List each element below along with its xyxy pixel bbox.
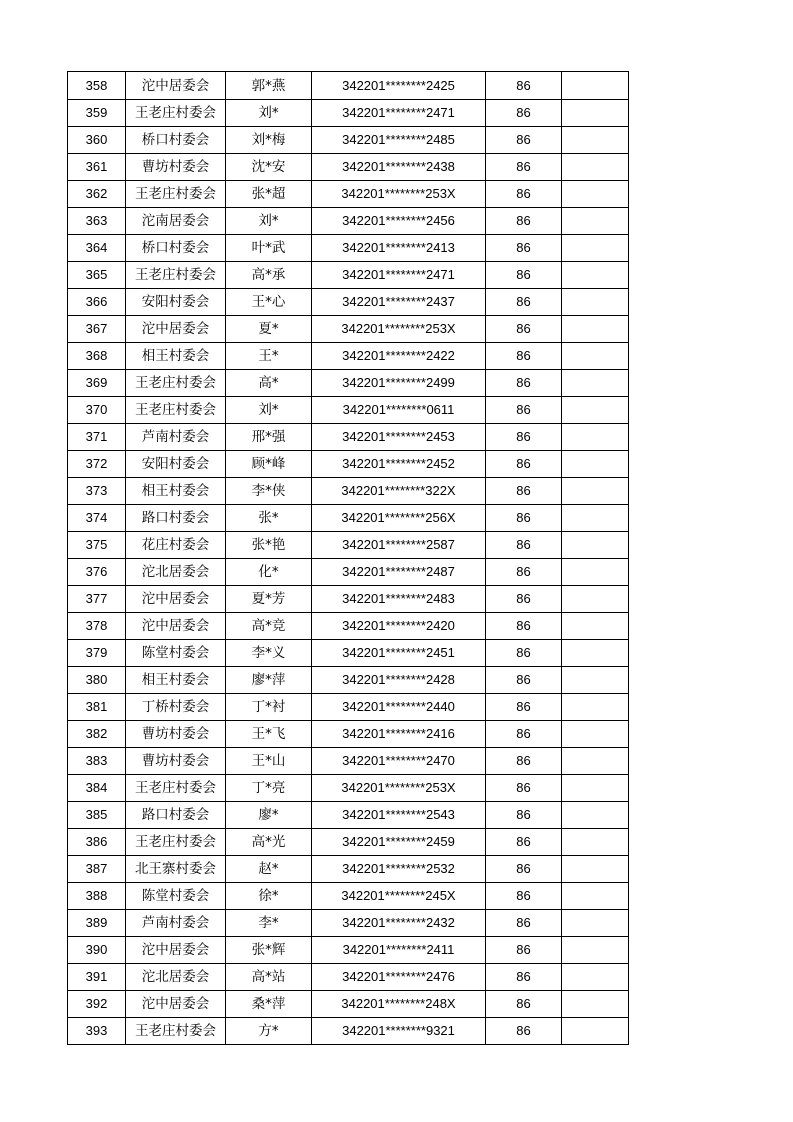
table-row [68, 613, 629, 640]
remark-cell [562, 991, 629, 1018]
row-number-cell: 365 [68, 262, 126, 289]
unit-cell: 王老庄村委会 [126, 829, 226, 856]
row-number-cell: 376 [68, 559, 126, 586]
remark-cell [562, 829, 629, 856]
id-card-cell: 342201********256X [312, 505, 486, 532]
score-cell: 86 [486, 748, 562, 775]
row-number-cell: 367 [68, 316, 126, 343]
row-number-cell: 370 [68, 397, 126, 424]
table-row [68, 505, 629, 532]
name-cell: 李*义 [226, 640, 312, 667]
table-row [68, 127, 629, 154]
remark-cell [562, 586, 629, 613]
remark-cell [562, 748, 629, 775]
unit-cell: 安阳村委会 [126, 289, 226, 316]
unit-cell: 桥口村委会 [126, 235, 226, 262]
score-cell: 86 [486, 1018, 562, 1045]
id-card-cell: 342201********2411 [312, 937, 486, 964]
table-row [68, 559, 629, 586]
remark-cell [562, 613, 629, 640]
row-number-cell: 384 [68, 775, 126, 802]
score-cell: 86 [486, 397, 562, 424]
name-cell: 李* [226, 910, 312, 937]
name-cell: 刘* [226, 100, 312, 127]
score-cell: 86 [486, 235, 562, 262]
id-card-cell: 342201********2451 [312, 640, 486, 667]
unit-cell: 相王村委会 [126, 343, 226, 370]
table-row [68, 856, 629, 883]
table-row [68, 424, 629, 451]
remark-cell [562, 667, 629, 694]
table-row [68, 532, 629, 559]
row-number-cell: 393 [68, 1018, 126, 1045]
score-cell: 86 [486, 532, 562, 559]
unit-cell: 曹坊村委会 [126, 721, 226, 748]
id-card-cell: 342201********2485 [312, 127, 486, 154]
score-cell: 86 [486, 775, 562, 802]
remark-cell [562, 964, 629, 991]
table-row [68, 72, 629, 100]
remark-cell [562, 127, 629, 154]
row-number-cell: 392 [68, 991, 126, 1018]
score-cell: 86 [486, 964, 562, 991]
unit-cell: 路口村委会 [126, 802, 226, 829]
score-cell: 86 [486, 127, 562, 154]
table-row [68, 748, 629, 775]
row-number-cell: 386 [68, 829, 126, 856]
row-number-cell: 388 [68, 883, 126, 910]
score-cell: 86 [486, 694, 562, 721]
table-row [68, 883, 629, 910]
table-row [68, 910, 629, 937]
row-number-cell: 368 [68, 343, 126, 370]
name-cell: 李*侠 [226, 478, 312, 505]
table-row [68, 586, 629, 613]
unit-cell: 沱中居委会 [126, 586, 226, 613]
unit-cell: 沱中居委会 [126, 937, 226, 964]
remark-cell [562, 397, 629, 424]
unit-cell: 王老庄村委会 [126, 397, 226, 424]
score-cell: 86 [486, 505, 562, 532]
name-cell: 郭*燕 [226, 72, 312, 100]
unit-cell: 丁桥村委会 [126, 694, 226, 721]
id-card-cell: 342201********253X [312, 316, 486, 343]
table-row [68, 451, 629, 478]
score-cell: 86 [486, 721, 562, 748]
remark-cell [562, 559, 629, 586]
score-cell: 86 [486, 991, 562, 1018]
row-number-cell: 385 [68, 802, 126, 829]
name-cell: 刘* [226, 208, 312, 235]
name-cell: 高*站 [226, 964, 312, 991]
id-card-cell: 342201********2440 [312, 694, 486, 721]
score-cell: 86 [486, 262, 562, 289]
unit-cell: 陈堂村委会 [126, 640, 226, 667]
row-number-cell: 364 [68, 235, 126, 262]
score-cell: 86 [486, 829, 562, 856]
name-cell: 王* [226, 343, 312, 370]
id-card-cell: 342201********2422 [312, 343, 486, 370]
row-number-cell: 375 [68, 532, 126, 559]
score-cell: 86 [486, 640, 562, 667]
unit-cell: 曹坊村委会 [126, 748, 226, 775]
id-card-cell: 342201********2532 [312, 856, 486, 883]
table-row [68, 370, 629, 397]
row-number-cell: 373 [68, 478, 126, 505]
score-cell: 86 [486, 181, 562, 208]
id-card-cell: 342201********2471 [312, 262, 486, 289]
remark-cell [562, 721, 629, 748]
remark-cell [562, 937, 629, 964]
remark-cell [562, 775, 629, 802]
name-cell: 张*超 [226, 181, 312, 208]
id-card-cell: 342201********245X [312, 883, 486, 910]
name-cell: 廖*萍 [226, 667, 312, 694]
name-cell: 高*光 [226, 829, 312, 856]
unit-cell: 相王村委会 [126, 667, 226, 694]
name-cell: 廖* [226, 802, 312, 829]
id-card-cell: 342201********2499 [312, 370, 486, 397]
score-cell: 86 [486, 316, 562, 343]
table-row [68, 991, 629, 1018]
table-row [68, 694, 629, 721]
table-row [68, 478, 629, 505]
row-number-cell: 371 [68, 424, 126, 451]
name-cell: 邢*强 [226, 424, 312, 451]
score-cell: 86 [486, 451, 562, 478]
remark-cell [562, 208, 629, 235]
roster-body [68, 72, 629, 1045]
remark-cell [562, 532, 629, 559]
table-row [68, 289, 629, 316]
row-number-cell: 387 [68, 856, 126, 883]
remark-cell [562, 100, 629, 127]
score-cell: 86 [486, 883, 562, 910]
remark-cell [562, 856, 629, 883]
row-number-cell: 378 [68, 613, 126, 640]
name-cell: 张*辉 [226, 937, 312, 964]
name-cell: 王*心 [226, 289, 312, 316]
unit-cell: 王老庄村委会 [126, 262, 226, 289]
score-cell: 86 [486, 937, 562, 964]
name-cell: 高* [226, 370, 312, 397]
roster-table [67, 71, 629, 1045]
row-number-cell: 372 [68, 451, 126, 478]
row-number-cell: 363 [68, 208, 126, 235]
remark-cell [562, 343, 629, 370]
remark-cell [562, 694, 629, 721]
table-row [68, 262, 629, 289]
unit-cell: 王老庄村委会 [126, 775, 226, 802]
row-number-cell: 382 [68, 721, 126, 748]
unit-cell: 王老庄村委会 [126, 1018, 226, 1045]
name-cell: 夏*芳 [226, 586, 312, 613]
table-row [68, 316, 629, 343]
id-card-cell: 342201********248X [312, 991, 486, 1018]
row-number-cell: 358 [68, 72, 126, 100]
id-card-cell: 342201********2471 [312, 100, 486, 127]
row-number-cell: 362 [68, 181, 126, 208]
name-cell: 夏* [226, 316, 312, 343]
name-cell: 丁*亮 [226, 775, 312, 802]
name-cell: 王*山 [226, 748, 312, 775]
remark-cell [562, 154, 629, 181]
table-row [68, 100, 629, 127]
unit-cell: 桥口村委会 [126, 127, 226, 154]
id-card-cell: 342201********2416 [312, 721, 486, 748]
row-number-cell: 369 [68, 370, 126, 397]
id-card-cell: 342201********9321 [312, 1018, 486, 1045]
score-cell: 86 [486, 478, 562, 505]
name-cell: 张* [226, 505, 312, 532]
name-cell: 高*承 [226, 262, 312, 289]
table-row [68, 667, 629, 694]
remark-cell [562, 478, 629, 505]
table-row [68, 235, 629, 262]
remark-cell [562, 181, 629, 208]
score-cell: 86 [486, 100, 562, 127]
row-number-cell: 379 [68, 640, 126, 667]
remark-cell [562, 289, 629, 316]
id-card-cell: 342201********2428 [312, 667, 486, 694]
table-row [68, 721, 629, 748]
id-card-cell: 342201********2437 [312, 289, 486, 316]
remark-cell [562, 451, 629, 478]
unit-cell: 沱北居委会 [126, 964, 226, 991]
id-card-cell: 342201********2425 [312, 72, 486, 100]
row-number-cell: 366 [68, 289, 126, 316]
row-number-cell: 389 [68, 910, 126, 937]
name-cell: 顾*峰 [226, 451, 312, 478]
unit-cell: 相王村委会 [126, 478, 226, 505]
name-cell: 王*飞 [226, 721, 312, 748]
id-card-cell: 342201********253X [312, 775, 486, 802]
name-cell: 张*艳 [226, 532, 312, 559]
row-number-cell: 360 [68, 127, 126, 154]
name-cell: 赵* [226, 856, 312, 883]
score-cell: 86 [486, 154, 562, 181]
score-cell: 86 [486, 856, 562, 883]
id-card-cell: 342201********2587 [312, 532, 486, 559]
id-card-cell: 342201********2453 [312, 424, 486, 451]
id-card-cell: 342201********253X [312, 181, 486, 208]
name-cell: 刘* [226, 397, 312, 424]
table-row [68, 829, 629, 856]
row-number-cell: 377 [68, 586, 126, 613]
table-row [68, 802, 629, 829]
remark-cell [562, 235, 629, 262]
id-card-cell: 342201********2432 [312, 910, 486, 937]
table-row [68, 397, 629, 424]
unit-cell: 王老庄村委会 [126, 370, 226, 397]
score-cell: 86 [486, 72, 562, 100]
unit-cell: 曹坊村委会 [126, 154, 226, 181]
unit-cell: 花庄村委会 [126, 532, 226, 559]
name-cell: 沈*安 [226, 154, 312, 181]
unit-cell: 芦南村委会 [126, 910, 226, 937]
table-row [68, 1018, 629, 1045]
remark-cell [562, 424, 629, 451]
id-card-cell: 342201********2476 [312, 964, 486, 991]
score-cell: 86 [486, 343, 562, 370]
id-card-cell: 342201********2543 [312, 802, 486, 829]
name-cell: 化* [226, 559, 312, 586]
name-cell: 刘*梅 [226, 127, 312, 154]
name-cell: 桑*萍 [226, 991, 312, 1018]
name-cell: 丁*衬 [226, 694, 312, 721]
score-cell: 86 [486, 910, 562, 937]
row-number-cell: 361 [68, 154, 126, 181]
remark-cell [562, 1018, 629, 1045]
unit-cell: 芦南村委会 [126, 424, 226, 451]
unit-cell: 沱北居委会 [126, 559, 226, 586]
id-card-cell: 342201********0611 [312, 397, 486, 424]
unit-cell: 沱南居委会 [126, 208, 226, 235]
id-card-cell: 342201********2483 [312, 586, 486, 613]
remark-cell [562, 370, 629, 397]
score-cell: 86 [486, 208, 562, 235]
table-row [68, 343, 629, 370]
id-card-cell: 342201********2452 [312, 451, 486, 478]
unit-cell: 沱中居委会 [126, 613, 226, 640]
id-card-cell: 342201********2413 [312, 235, 486, 262]
id-card-cell: 342201********2438 [312, 154, 486, 181]
remark-cell [562, 505, 629, 532]
table-row [68, 181, 629, 208]
name-cell: 方* [226, 1018, 312, 1045]
name-cell: 徐* [226, 883, 312, 910]
unit-cell: 北王寨村委会 [126, 856, 226, 883]
id-card-cell: 342201********2456 [312, 208, 486, 235]
table-row [68, 640, 629, 667]
id-card-cell: 342201********322X [312, 478, 486, 505]
row-number-cell: 380 [68, 667, 126, 694]
unit-cell: 路口村委会 [126, 505, 226, 532]
unit-cell: 王老庄村委会 [126, 181, 226, 208]
remark-cell [562, 883, 629, 910]
unit-cell: 安阳村委会 [126, 451, 226, 478]
table-row [68, 154, 629, 181]
unit-cell: 沱中居委会 [126, 72, 226, 100]
score-cell: 86 [486, 586, 562, 613]
row-number-cell: 359 [68, 100, 126, 127]
score-cell: 86 [486, 613, 562, 640]
table-row [68, 937, 629, 964]
table-row [68, 208, 629, 235]
row-number-cell: 381 [68, 694, 126, 721]
table-row [68, 964, 629, 991]
unit-cell: 沱中居委会 [126, 991, 226, 1018]
remark-cell [562, 802, 629, 829]
row-number-cell: 391 [68, 964, 126, 991]
unit-cell: 沱中居委会 [126, 316, 226, 343]
row-number-cell: 390 [68, 937, 126, 964]
score-cell: 86 [486, 370, 562, 397]
unit-cell: 陈堂村委会 [126, 883, 226, 910]
id-card-cell: 342201********2487 [312, 559, 486, 586]
id-card-cell: 342201********2459 [312, 829, 486, 856]
remark-cell [562, 640, 629, 667]
name-cell: 高*竞 [226, 613, 312, 640]
id-card-cell: 342201********2420 [312, 613, 486, 640]
score-cell: 86 [486, 424, 562, 451]
name-cell: 叶*武 [226, 235, 312, 262]
score-cell: 86 [486, 802, 562, 829]
row-number-cell: 374 [68, 505, 126, 532]
remark-cell [562, 910, 629, 937]
table-row [68, 775, 629, 802]
score-cell: 86 [486, 667, 562, 694]
row-number-cell: 383 [68, 748, 126, 775]
id-card-cell: 342201********2470 [312, 748, 486, 775]
score-cell: 86 [486, 289, 562, 316]
unit-cell: 王老庄村委会 [126, 100, 226, 127]
score-cell: 86 [486, 559, 562, 586]
remark-cell [562, 72, 629, 100]
remark-cell [562, 316, 629, 343]
remark-cell [562, 262, 629, 289]
